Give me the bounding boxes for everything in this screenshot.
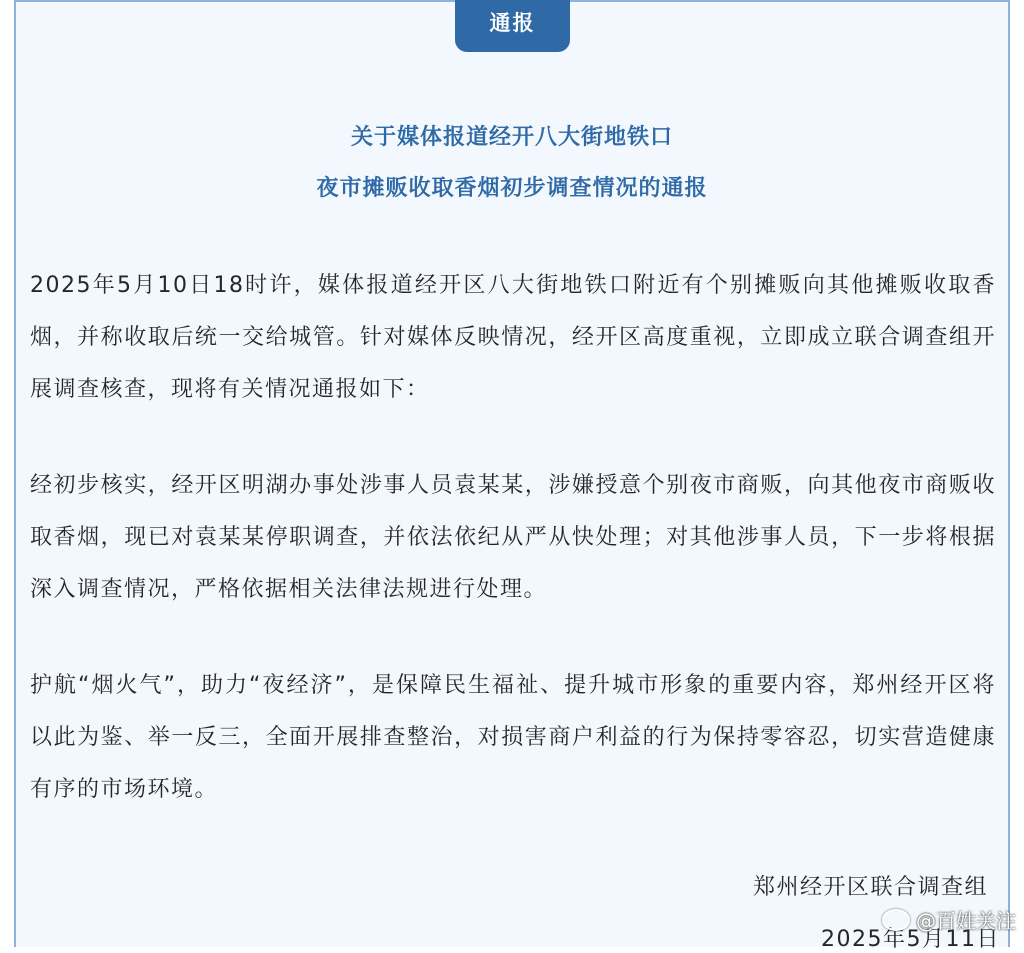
signer: 郑州经开区联合调查组 [752, 875, 988, 900]
document-title-line-1: 关于媒体报道经开八大街地铁口 [350, 125, 673, 150]
watermark-text: @百姓关注 [916, 909, 1016, 933]
body-paragraph-1: 2025年5月10日18时许，媒体报道经开区八大街地铁口附近有个别摊贩向其他摊贩收取香烟，并称收取后统一交给城管。针对媒体反映情况，经开区高度重视，立即成立联合调查组开展调查核查，现将有关情况通报如下： [30, 273, 996, 402]
body-paragraph-2: 经初步核实，经开区明湖办事处涉事人员袁某某，涉嫌授意个别夜市商贩，向其他夜市商贩收取香烟，现已对袁某某停职调查，并依法依纪从严从快处理；对其他涉事人员，下一步将根据深入调查情况，严格依据相关法律法规进行处理。 [30, 473, 996, 602]
top-border-right [570, 0, 1010, 2]
document-title-line-2: 夜市摊贩收取香烟初步调查情况的通报 [316, 176, 708, 201]
top-border-left [14, 0, 455, 2]
issue-date: 2025年5月11日 [821, 927, 1000, 952]
header-tab: 通报 [455, 0, 570, 52]
watermark [882, 905, 1016, 934]
body-paragraph-3: 护航“烟火气”，助力“夜经济”，是保障民生福祉、提升城市形象的重要内容，郑州经开区将以此为鉴、举一反三，全面开展排查整治，对损害商户利益的行为保持零容忍，切实营造健康有序的市场环境。 [30, 673, 996, 802]
weibo-icon [882, 909, 910, 931]
